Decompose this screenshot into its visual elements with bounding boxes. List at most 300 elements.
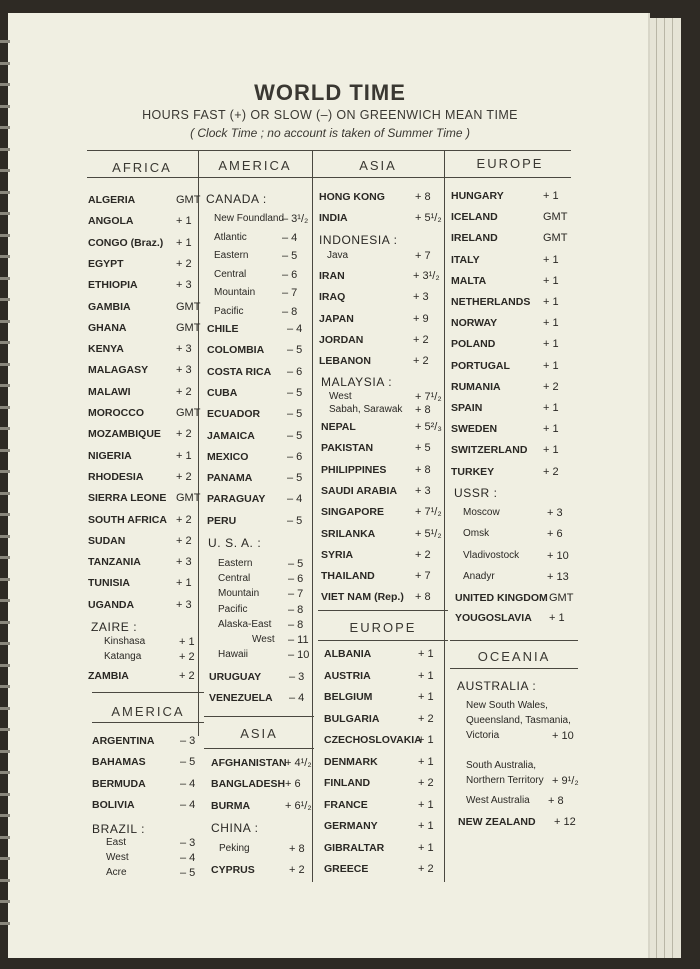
country-name: BURMA <box>211 799 251 812</box>
section-rule <box>450 640 578 641</box>
time-offset: + 2 <box>418 712 434 725</box>
country-name: ANGOLA <box>88 215 134 228</box>
country-name: NETHERLANDS <box>451 296 531 308</box>
country-name: Victoria <box>466 730 500 741</box>
time-offset: + 1 <box>418 734 434 746</box>
time-offset: + 9¹/₂ <box>552 775 579 787</box>
country-name: SYRIA <box>321 548 354 561</box>
time-offset: – 4 <box>282 231 298 244</box>
country-name: West Australia <box>466 795 530 806</box>
time-offset: + 2 <box>179 651 195 663</box>
country-name: Alaska-East <box>218 618 272 630</box>
spiral-binding <box>0 685 10 688</box>
country-name: GAMBIA <box>88 300 131 313</box>
country-name: Mountain <box>214 287 256 298</box>
spiral-binding <box>0 341 10 344</box>
time-offset: – 10 <box>288 649 310 662</box>
spiral-binding <box>0 707 10 710</box>
time-offset: + 12 <box>554 816 576 828</box>
country-name: CONGO (Braz.) <box>88 236 164 249</box>
time-offset: + 6 <box>547 528 563 541</box>
time-offset: – 3 <box>180 735 196 747</box>
time-offset: + 3 <box>176 279 192 292</box>
time-offset: + 8 <box>415 591 431 604</box>
time-offset: + 10 <box>547 549 569 562</box>
time-offset: + 7¹/₂ <box>415 391 442 403</box>
time-offset: + 7 <box>415 570 431 583</box>
time-offset: + 1 <box>176 215 192 228</box>
country-name: MALAGASY <box>88 364 149 377</box>
country-name: VIET NAM (Rep.) <box>321 591 404 604</box>
country-name: Kinshasa <box>104 636 146 647</box>
country-name: Omsk <box>463 528 490 540</box>
country-name: ICELAND <box>451 211 498 224</box>
country-name: THAILAND <box>321 570 375 583</box>
time-offset: – 5 <box>287 386 303 399</box>
country-name: CHILE <box>207 323 239 335</box>
time-offset: + 3 <box>176 364 192 377</box>
time-offset: + 2 <box>418 777 434 789</box>
country-name: CZECHOSLOVAKIA <box>324 734 422 746</box>
time-offset: – 5 <box>287 408 303 421</box>
time-offset: + 1 <box>543 253 559 266</box>
time-offset: + 2 <box>418 863 434 875</box>
spiral-binding <box>0 814 10 817</box>
section-header-asia: ASIA <box>240 726 278 741</box>
spiral-binding <box>0 234 10 237</box>
time-offset: + 5¹/₂ <box>415 212 442 225</box>
group-label: AUSTRALIA : <box>457 679 537 693</box>
country-name: PHILIPPINES <box>321 463 387 476</box>
time-offset: – 3 <box>289 671 305 683</box>
country-name: URUGUAY <box>209 671 262 683</box>
page-title: WORLD TIME <box>254 80 406 105</box>
time-offset: + 8 <box>415 404 431 416</box>
time-offset: + 7 <box>415 250 431 262</box>
country-name: SAUDI ARABIA <box>321 484 398 497</box>
time-offset: + 2 <box>176 534 192 547</box>
time-offset: – 4 <box>287 493 303 506</box>
time-offset: + 8 <box>289 843 305 855</box>
country-name: TURKEY <box>451 465 495 478</box>
time-offset: GMT <box>543 232 568 245</box>
time-offset: + 1 <box>176 577 192 590</box>
table-top-rule <box>87 150 571 151</box>
time-offset: + 6 <box>285 778 301 791</box>
group-label: INDONESIA : <box>319 233 398 247</box>
country-name: EGYPT <box>88 257 124 270</box>
time-offset: + 1 <box>543 296 559 308</box>
country-name: SWITZERLAND <box>451 444 528 457</box>
time-offset: + 3 <box>413 291 429 304</box>
country-name: TANZANIA <box>88 556 141 569</box>
country-name: Eastern <box>218 558 253 569</box>
time-offset: + 3¹/₂ <box>413 270 440 282</box>
time-offset: + 1 <box>418 755 434 768</box>
time-offset: – 5 <box>287 472 303 485</box>
time-offset: + 1 <box>543 338 559 351</box>
time-offset: + 3 <box>547 507 563 519</box>
time-offset: + 5 <box>415 442 431 455</box>
page-edge <box>672 18 681 958</box>
spiral-binding <box>0 169 10 172</box>
country-name: Atlantic <box>214 231 247 243</box>
spiral-binding <box>0 191 10 194</box>
country-name: MALAWI <box>88 385 131 398</box>
time-offset: – 4 <box>287 323 303 335</box>
country-name: GREECE <box>324 863 369 875</box>
spiral-binding <box>0 728 10 731</box>
country-name: Central <box>214 268 247 280</box>
country-name: FRANCE <box>324 798 368 811</box>
time-offset: + 10 <box>552 730 574 742</box>
time-offset: + 1 <box>543 402 559 414</box>
country-name: GERMANY <box>324 820 378 832</box>
time-offset: + 3 <box>176 343 192 356</box>
section-rule <box>204 748 314 749</box>
country-name: IRELAND <box>451 232 498 245</box>
country-name: ETHIOPIA <box>88 279 138 292</box>
spiral-binding <box>0 771 10 774</box>
spiral-binding <box>0 320 10 323</box>
time-offset: GMT <box>176 492 201 505</box>
section-header-oceania: OCEANIA <box>477 649 551 664</box>
time-offset: + 1 <box>418 841 434 854</box>
time-offset: + 3 <box>176 556 192 569</box>
time-offset: + 2 <box>176 513 192 526</box>
country-name: FINLAND <box>324 777 371 789</box>
time-offset: + 1 <box>418 798 434 811</box>
time-offset: + 8 <box>548 795 564 807</box>
country-name: PARAGUAY <box>207 493 266 506</box>
country-name: CUBA <box>207 386 238 399</box>
spiral-binding <box>0 449 10 452</box>
time-offset: + 1 <box>418 669 434 682</box>
spiral-binding <box>0 363 10 366</box>
spiral-binding <box>0 621 10 624</box>
time-offset: – 4 <box>289 692 305 705</box>
country-name: MEXICO <box>207 450 249 463</box>
country-name: Katanga <box>104 651 142 662</box>
section-rule <box>204 716 314 717</box>
country-name: DENMARK <box>324 755 378 768</box>
spiral-binding <box>0 599 10 602</box>
time-offset: – 6 <box>287 365 303 378</box>
time-offset: – 3 <box>180 837 196 849</box>
group-label: BRAZIL : <box>92 822 146 836</box>
country-name: IRAQ <box>319 291 346 304</box>
country-name: GIBRALTAR <box>324 841 385 854</box>
country-name: Central <box>218 573 251 585</box>
country-name: INDIA <box>319 212 348 225</box>
time-offset: + 2 <box>543 465 559 478</box>
clock-note: ( Clock Time ; no account is taken of Summer Time ) <box>190 126 470 140</box>
spiral-binding <box>0 664 10 667</box>
country-name: HONG KONG <box>319 191 385 203</box>
time-offset: – 8 <box>288 603 304 616</box>
column-divider <box>312 150 313 882</box>
country-name: AUSTRIA <box>324 669 371 682</box>
time-offset: – 6 <box>282 268 298 281</box>
country-name: BANGLADESH <box>211 778 286 791</box>
time-offset: + 2 <box>415 548 431 561</box>
column-header-europe: EUROPE <box>476 156 544 171</box>
time-offset: + 8 <box>415 463 431 476</box>
time-offset: – 6 <box>287 450 303 463</box>
time-offset: + 2 <box>179 670 195 682</box>
time-offset: – 5 <box>282 250 298 262</box>
spiral-binding <box>0 492 10 495</box>
country-name: NEW ZEALAND <box>458 816 536 828</box>
column-header-asia: ASIA <box>359 158 397 173</box>
country-name: JAPAN <box>319 312 354 325</box>
column-divider <box>198 150 199 736</box>
country-name: YOUGOSLAVIA <box>455 611 532 624</box>
country-name: JAMAICA <box>207 429 255 442</box>
section-rule <box>318 610 448 611</box>
spiral-binding <box>0 427 10 430</box>
country-name: COSTA RICA <box>207 365 272 378</box>
country-name: ALGERIA <box>88 194 136 206</box>
country-name: NEPAL <box>321 421 356 433</box>
country-name: BAHAMAS <box>92 756 146 769</box>
country-name: ITALY <box>451 253 480 266</box>
time-offset: + 4¹/₂ <box>285 757 312 769</box>
group-label: USSR : <box>454 486 498 500</box>
time-offset: GMT <box>543 211 568 224</box>
country-name: New Foundland <box>214 213 285 224</box>
country-name: Acre <box>106 867 127 878</box>
country-name: POLAND <box>451 338 496 351</box>
time-offset: + 2 <box>176 470 192 483</box>
time-offset: – 7 <box>282 287 298 299</box>
country-name: East <box>106 837 127 848</box>
country-name: VENEZUELA <box>209 692 273 705</box>
time-offset: – 4 <box>180 852 196 864</box>
country-name: Peking <box>219 843 250 854</box>
country-name: SUDAN <box>88 534 126 547</box>
country-name: COLOMBIA <box>207 344 265 357</box>
time-offset: + 13 <box>547 570 569 583</box>
country-name: South Australia, <box>466 760 537 771</box>
section-header-america: AMERICA <box>111 704 185 719</box>
country-name: BELGIUM <box>324 691 373 703</box>
time-offset: GMT <box>549 592 574 604</box>
country-name: BULGARIA <box>324 712 380 725</box>
time-offset: – 8 <box>288 618 304 631</box>
country-name: Moscow <box>463 507 500 518</box>
spiral-binding <box>0 900 10 903</box>
spiral-binding <box>0 642 10 645</box>
country-name: NIGERIA <box>88 449 132 462</box>
country-name: Mountain <box>218 588 260 600</box>
country-name: GHANA <box>88 321 127 334</box>
time-offset: – 5 <box>180 867 196 879</box>
country-name: PERU <box>207 514 237 527</box>
time-offset: + 1 <box>418 691 434 703</box>
country-name: PORTUGAL <box>451 359 510 372</box>
country-name: ECUADOR <box>207 408 261 421</box>
column-header-africa: AFRICA <box>112 160 172 175</box>
country-name: Eastern <box>214 250 249 261</box>
column-divider <box>444 150 445 882</box>
country-name: Pacific <box>214 305 244 317</box>
time-offset: – 5 <box>287 514 303 527</box>
country-name: West <box>106 852 129 863</box>
time-offset: – 7 <box>288 588 304 601</box>
country-name: Hawaii <box>218 649 249 661</box>
country-name: BERMUDA <box>92 777 146 790</box>
time-offset: + 7¹/₂ <box>415 506 442 519</box>
time-offset: + 1 <box>543 444 559 457</box>
time-offset: – 6 <box>288 573 304 586</box>
country-name: MOZAMBIQUE <box>88 428 161 441</box>
time-offset: – 5 <box>287 344 303 357</box>
spiral-binding <box>0 857 10 860</box>
time-offset: + 9 <box>413 312 429 325</box>
time-offset: + 1 <box>543 190 559 202</box>
spiral-binding <box>0 298 10 301</box>
group-label: ZAIRE : <box>91 620 138 634</box>
section-rule <box>92 692 204 693</box>
country-name: SPAIN <box>451 402 483 414</box>
spiral-binding <box>0 277 10 280</box>
subtitle: HOURS FAST (+) OR SLOW (–) ON GREENWICH MEAN TIME <box>142 108 518 122</box>
country-name: BOLIVIA <box>92 798 135 811</box>
time-offset: + 3 <box>176 598 192 611</box>
country-name: New South Wales, <box>466 700 548 711</box>
country-name: West <box>252 634 275 645</box>
time-offset: + 2 <box>413 333 429 346</box>
country-name: West <box>329 391 352 402</box>
country-name: TUNISIA <box>88 577 130 590</box>
time-offset: – 4 <box>180 777 196 790</box>
country-name: NORWAY <box>451 317 498 330</box>
section-rule <box>450 668 578 669</box>
time-offset: – 5 <box>288 558 304 570</box>
header-rule <box>87 177 571 178</box>
group-label: CHINA : <box>211 821 259 835</box>
time-offset: + 1 <box>543 274 559 287</box>
time-offset: + 1 <box>418 648 434 660</box>
country-name: Queensland, Tasmania, <box>466 715 571 726</box>
time-offset: + 5²/₃ <box>415 421 442 433</box>
country-name: ALBANIA <box>324 648 372 660</box>
time-offset: – 8 <box>282 305 298 318</box>
country-name: Northern Territory <box>466 775 544 786</box>
country-name: MALTA <box>451 274 487 287</box>
country-name: KENYA <box>88 343 124 356</box>
spiral-binding <box>0 62 10 65</box>
time-offset: + 1 <box>418 820 434 832</box>
country-name: UNITED KINGDOM <box>455 592 548 604</box>
time-offset: + 1 <box>176 236 192 249</box>
country-name: ZAMBIA <box>88 670 129 682</box>
time-offset: GMT <box>176 300 201 313</box>
country-name: SRILANKA <box>321 527 376 540</box>
spiral-binding <box>0 922 10 925</box>
country-name: UGANDA <box>88 598 135 611</box>
country-name: RUMANIA <box>451 380 501 393</box>
time-offset: + 6¹/₂ <box>285 799 312 812</box>
spiral-binding <box>0 384 10 387</box>
time-offset: + 8 <box>415 191 431 203</box>
time-offset: GMT <box>176 407 201 419</box>
country-name: SOUTH AFRICA <box>88 513 167 526</box>
time-offset: – 11 <box>288 634 309 646</box>
spiral-binding <box>0 212 10 215</box>
time-offset: – 5 <box>287 429 303 442</box>
spiral-binding <box>0 535 10 538</box>
country-name: SINGAPORE <box>321 506 385 519</box>
time-offset: + 1 <box>543 423 559 436</box>
time-offset: – 3¹/₂ <box>282 213 309 225</box>
spiral-binding <box>0 556 10 559</box>
country-name: Sabah, Sarawak <box>329 404 403 415</box>
time-offset: + 2 <box>176 257 192 270</box>
time-offset: + 2 <box>413 355 429 368</box>
country-name: ARGENTINA <box>92 735 155 747</box>
time-offset: + 1 <box>549 611 565 624</box>
spiral-binding <box>0 836 10 839</box>
spiral-binding <box>0 750 10 753</box>
country-name: IRAN <box>319 270 345 282</box>
time-offset: + 1 <box>543 359 559 372</box>
time-offset: + 1 <box>179 636 195 648</box>
country-name: HUNGARY <box>451 190 504 202</box>
country-name: MOROCCO <box>88 407 144 419</box>
country-name: PAKISTAN <box>321 442 374 455</box>
country-name: LEBANON <box>319 355 371 368</box>
section-rule <box>92 722 204 723</box>
time-offset: + 3 <box>415 484 431 497</box>
country-name: SIERRA LEONE <box>88 492 167 505</box>
group-label: MALAYSIA : <box>321 375 393 389</box>
spiral-binding <box>0 578 10 581</box>
section-rule <box>318 640 448 641</box>
spiral-binding <box>0 148 10 151</box>
time-offset: + 5¹/₂ <box>415 527 442 540</box>
country-name: AFGHANISTAN <box>211 757 287 769</box>
time-offset: GMT <box>176 321 201 334</box>
time-offset: GMT <box>176 194 201 206</box>
country-name: RHODESIA <box>88 470 144 483</box>
column-header-america: AMERICA <box>218 158 292 173</box>
country-name: Pacific <box>218 603 248 615</box>
spiral-binding <box>0 40 10 43</box>
time-offset: + 2 <box>543 380 559 393</box>
time-offset: + 2 <box>176 428 192 441</box>
country-name: Anadyr <box>463 570 495 582</box>
time-offset: + 1 <box>176 449 192 462</box>
time-offset: + 2 <box>176 385 192 398</box>
spiral-binding <box>0 470 10 473</box>
country-name: JORDAN <box>319 333 364 346</box>
spiral-binding <box>0 879 10 882</box>
country-name: SWEDEN <box>451 423 498 436</box>
group-label: CANADA : <box>206 192 267 206</box>
section-header-europe: EUROPE <box>349 620 417 635</box>
country-name: Vladivostock <box>463 549 520 561</box>
spiral-binding <box>0 513 10 516</box>
time-offset: + 2 <box>289 864 305 876</box>
spiral-binding <box>0 793 10 796</box>
spiral-binding <box>0 255 10 258</box>
time-offset: – 4 <box>180 798 196 811</box>
time-offset: – 5 <box>180 756 196 769</box>
spiral-binding <box>0 406 10 409</box>
country-name: CYPRUS <box>211 864 255 876</box>
